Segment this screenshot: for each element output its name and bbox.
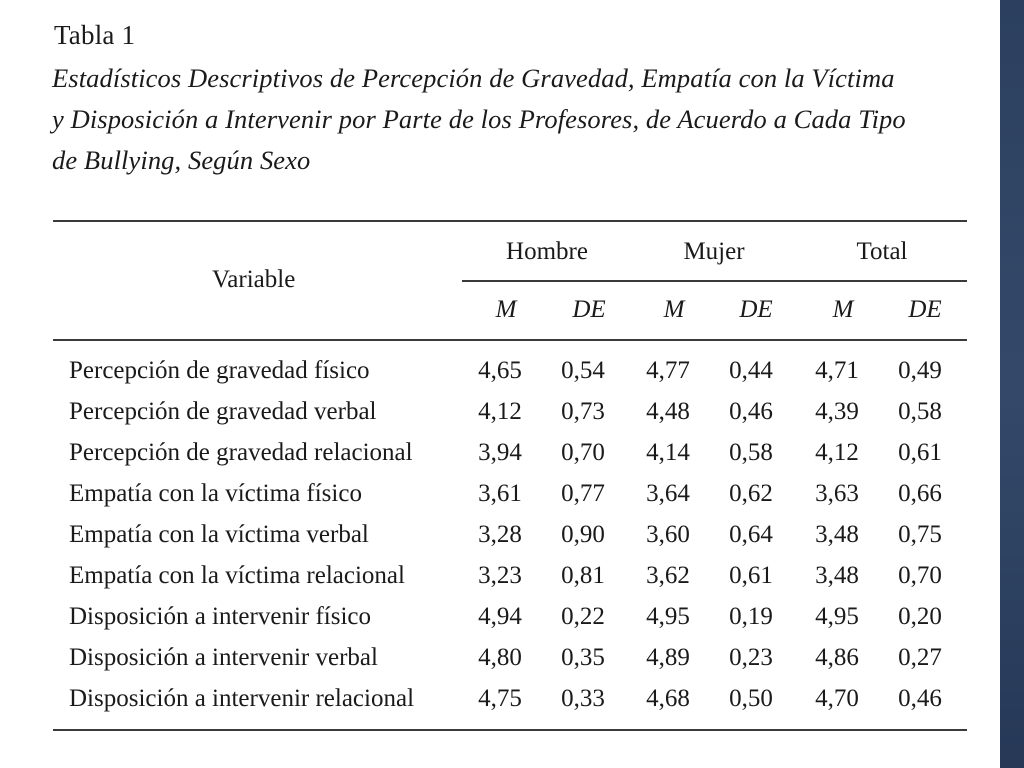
row-variable: Empatía con la víctima verbal — [69, 521, 369, 548]
cell-hombre-m: 4,80 — [478, 644, 522, 671]
header-sub-m: M — [495, 296, 517, 323]
table-row — [0, 357, 1000, 398]
row-variable: Disposición a intervenir físico — [69, 603, 372, 630]
cell-hombre-de: 0,81 — [561, 562, 605, 589]
cell-hombre-m: 3,28 — [478, 521, 522, 548]
cell-mujer-de: 0,19 — [729, 603, 773, 630]
table-caption — [52, 58, 982, 181]
cell-mujer-m: 3,60 — [646, 521, 690, 548]
table-row — [0, 521, 1000, 562]
cell-total-de: 0,49 — [898, 357, 942, 384]
cell-hombre-de: 0,90 — [561, 521, 605, 548]
row-variable: Percepción de gravedad relacional — [69, 439, 413, 466]
cell-hombre-m: 3,94 — [478, 439, 522, 466]
table-row — [0, 480, 1000, 521]
cell-total-de: 0,46 — [898, 685, 942, 712]
cell-total-m: 3,48 — [815, 521, 859, 548]
cell-total-de: 0,70 — [898, 562, 942, 589]
cell-mujer-m: 4,95 — [646, 603, 690, 630]
cell-mujer-de: 0,50 — [729, 685, 773, 712]
cell-mujer-m: 4,77 — [646, 357, 690, 384]
cell-hombre-de: 0,33 — [561, 685, 605, 712]
cell-hombre-de: 0,70 — [561, 439, 605, 466]
cell-total-m: 4,70 — [815, 685, 859, 712]
table-row — [0, 685, 1000, 726]
cell-mujer-m: 4,68 — [646, 685, 690, 712]
header-sub-m: M — [832, 296, 854, 323]
cell-total-m: 4,86 — [815, 644, 859, 671]
cell-total-m: 3,63 — [815, 480, 859, 507]
cell-mujer-m: 3,64 — [646, 480, 690, 507]
cell-total-de: 0,66 — [898, 480, 942, 507]
table-row — [0, 439, 1000, 480]
cell-hombre-m: 4,65 — [478, 357, 522, 384]
row-variable: Disposición a intervenir verbal — [69, 644, 378, 671]
cell-mujer-de: 0,58 — [729, 439, 773, 466]
slide-side-bar — [1000, 0, 1024, 768]
cell-total-de: 0,58 — [898, 398, 942, 425]
cell-hombre-de: 0,77 — [561, 480, 605, 507]
cell-hombre-de: 0,35 — [561, 644, 605, 671]
table-bottom-rule — [53, 729, 967, 731]
cell-mujer-de: 0,46 — [729, 398, 773, 425]
cell-total-m: 4,12 — [815, 439, 859, 466]
caption-line: Estadísticos Descriptivos de Percepción de Gravedad, Empatía con la Víctima — [52, 63, 895, 93]
table-row — [0, 398, 1000, 439]
row-variable: Percepción de gravedad físico — [69, 357, 370, 384]
group-header-rule — [462, 280, 967, 282]
header-bottom-rule — [53, 339, 967, 341]
cell-hombre-de: 0,73 — [561, 398, 605, 425]
header-group-hombre: Hombre — [506, 238, 588, 265]
cell-total-de: 0,27 — [898, 644, 942, 671]
cell-total-m: 4,39 — [815, 398, 859, 425]
cell-mujer-de: 0,61 — [729, 562, 773, 589]
caption-line: y Disposición a Intervenir por Parte de los Profesores, de Acuerdo a Cada Tipo — [52, 104, 906, 134]
header-sub-de: DE — [908, 296, 942, 323]
cell-hombre-m: 3,61 — [478, 480, 522, 507]
cell-mujer-de: 0,23 — [729, 644, 773, 671]
cell-total-de: 0,61 — [898, 439, 942, 466]
header-variable: Variable — [212, 266, 296, 293]
table-row — [0, 644, 1000, 685]
cell-mujer-m: 3,62 — [646, 562, 690, 589]
cell-mujer-m: 4,89 — [646, 644, 690, 671]
cell-hombre-de: 0,54 — [561, 357, 605, 384]
cell-total-m: 3,48 — [815, 562, 859, 589]
cell-mujer-m: 4,14 — [646, 439, 690, 466]
row-variable: Empatía con la víctima relacional — [69, 562, 405, 589]
cell-mujer-de: 0,64 — [729, 521, 773, 548]
table-label: Tabla 1 — [54, 20, 136, 50]
cell-hombre-m: 4,75 — [478, 685, 522, 712]
cell-mujer-de: 0,44 — [729, 357, 773, 384]
row-variable: Empatía con la víctima físico — [69, 480, 362, 507]
header-sub-de: DE — [572, 296, 606, 323]
cell-hombre-m: 3,23 — [478, 562, 522, 589]
caption-line: de Bullying, Según Sexo — [52, 145, 311, 175]
table-row — [0, 603, 1000, 644]
row-variable: Disposición a intervenir relacional — [69, 685, 415, 712]
cell-hombre-m: 4,12 — [478, 398, 522, 425]
cell-total-de: 0,20 — [898, 603, 942, 630]
header-group-mujer: Mujer — [683, 238, 745, 265]
cell-hombre-de: 0,22 — [561, 603, 605, 630]
cell-mujer-m: 4,48 — [646, 398, 690, 425]
header-sub-de: DE — [739, 296, 773, 323]
cell-total-de: 0,75 — [898, 521, 942, 548]
header-sub-m: M — [663, 296, 685, 323]
cell-total-m: 4,95 — [815, 603, 859, 630]
cell-total-m: 4,71 — [815, 357, 859, 384]
table-top-rule — [53, 220, 967, 222]
header-group-total: Total — [856, 238, 908, 265]
table-row — [0, 562, 1000, 603]
row-variable: Percepción de gravedad verbal — [69, 398, 377, 425]
cell-mujer-de: 0,62 — [729, 480, 773, 507]
cell-hombre-m: 4,94 — [478, 603, 522, 630]
